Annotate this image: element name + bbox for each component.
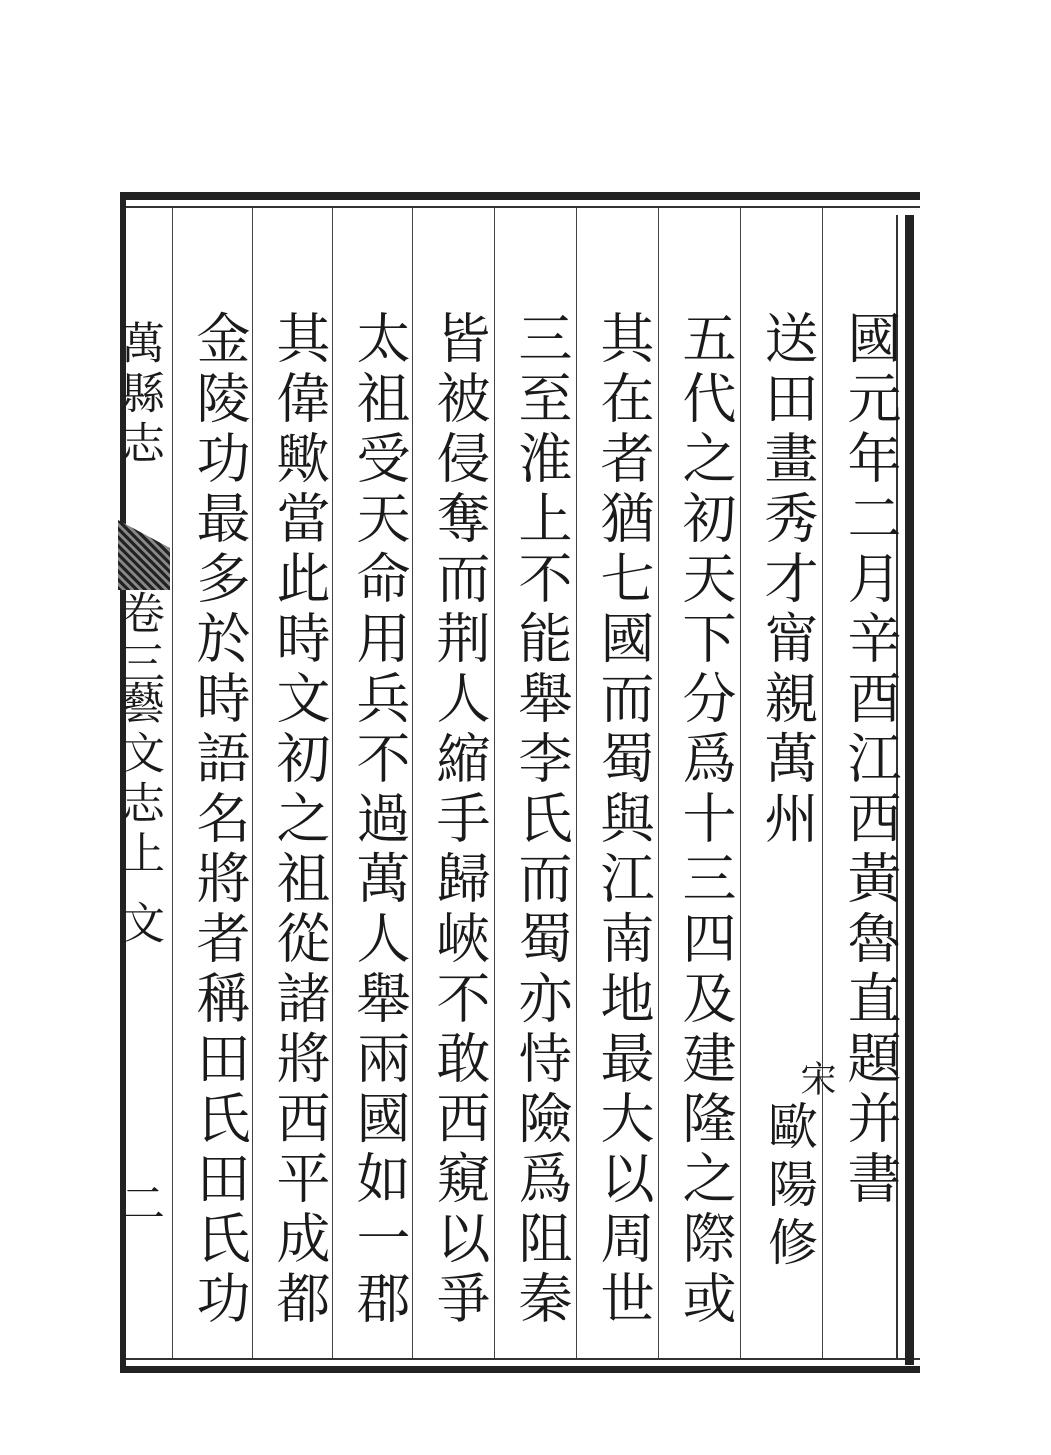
fold-category: 藝文志上 [113,680,164,880]
top-border [120,192,920,200]
column-divider [494,208,495,1358]
top-border-inner [120,206,920,208]
text-column-4: 其在者猶七國而蜀與江南地最大以周世 [592,310,655,1330]
text-column-5: 三至淮上不能舉李氏而蜀亦恃險爲阻秦 [510,310,573,1330]
text-column-6: 皆被侵奪而荆人縮手歸峽不敢西窺以爭 [428,310,491,1330]
column-divider [658,208,659,1358]
column-divider [172,208,173,1358]
text-column-3: 五代之初天下分爲十三四及建隆之際或 [674,310,737,1330]
right-border [905,215,914,1365]
fold-book-title: 萬縣志 [113,320,164,470]
dynasty-label: 宋 [795,1060,836,1096]
fold-page-number: 二 [113,1180,164,1230]
fold-subcategory: 文 [113,900,164,950]
column-divider [740,208,741,1358]
text-column-1: 國元年二月辛酉江西黃魯直題并書 [839,310,902,1210]
center-fold [110,300,170,1300]
text-column-9: 金陵功最多於時語名將者稱田氏田氏功 [188,310,251,1330]
text-column-8: 其偉歟當此時文初之祖從諸將西平成都 [268,310,331,1330]
text-column-7: 太祖受天命用兵不過萬人舉兩國如一郡 [348,310,411,1330]
column-divider [576,208,577,1358]
text-column-2: 送田畫秀才甯親萬州 [756,310,819,850]
fold-section: 卷三 [113,590,164,690]
author-name: 歐陽修 [760,1100,818,1274]
